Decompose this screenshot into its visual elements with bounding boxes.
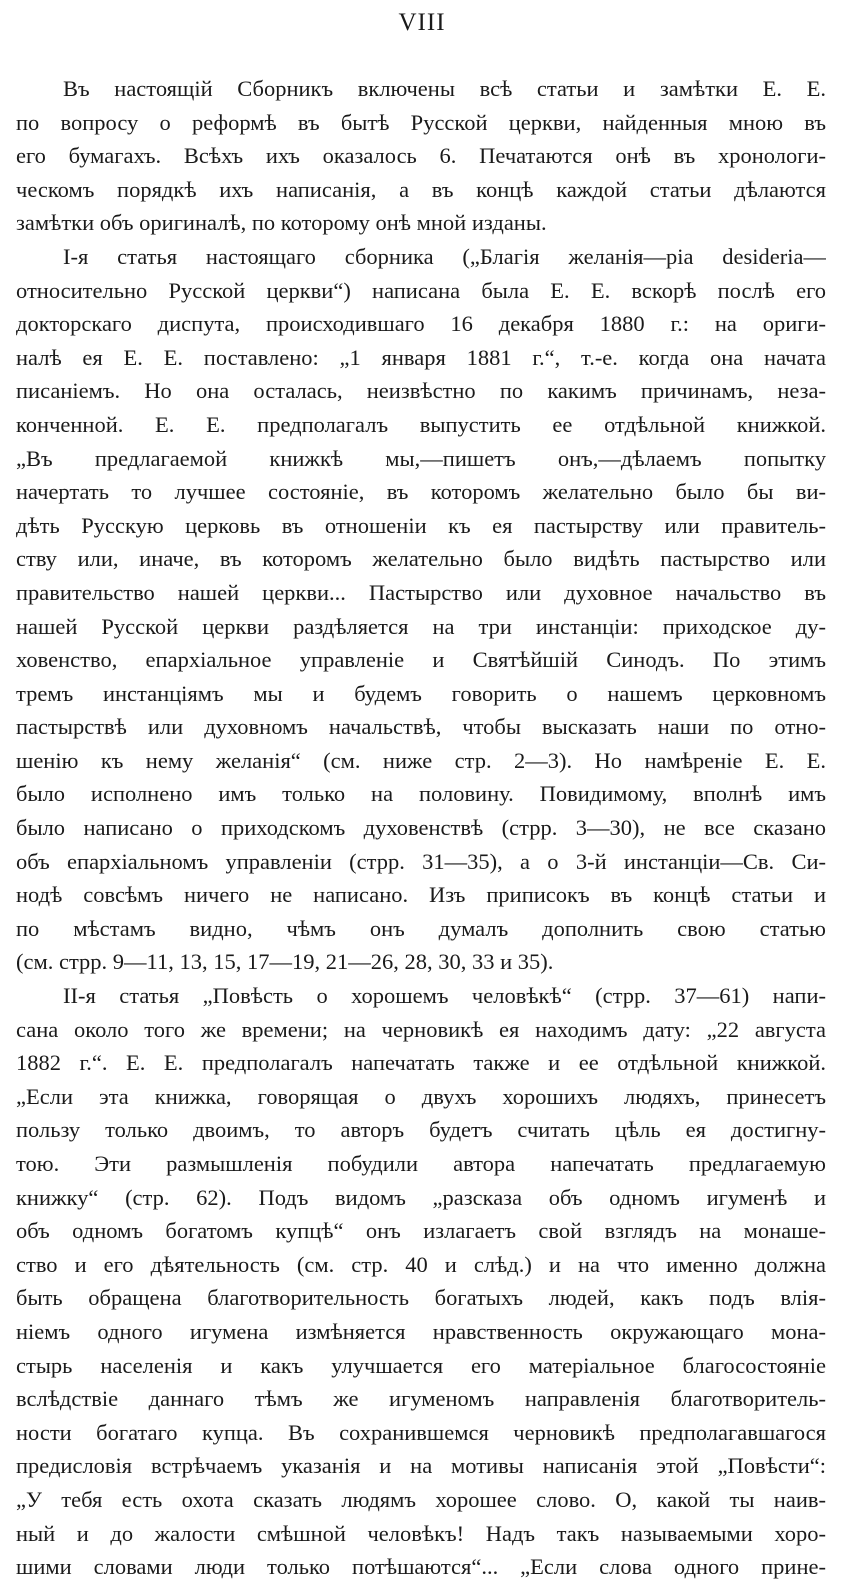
text-line: ІІ-я статья „Повѣсть о хорошемъ человѣкѣ“ (стрр. 37—61) напи- — [63, 983, 826, 1009]
text-line: вслѣдствіе даннаго тѣмъ же игуменомъ направленія благотворитель- — [16, 1386, 826, 1412]
text-line: по мѣстамъ видно, чѣмъ онъ думалъ дополнить свою статью — [16, 915, 826, 941]
text-line: было написано о приходскомъ духовенствѣ (стрр. 3—30), не все сказано — [16, 815, 826, 841]
text-line: начертать то лучшее состояніе, въ которомъ желательно было бы ви- — [16, 479, 826, 505]
text-line: объ епархіальномъ управленіи (стрр. 31—35), а о 3-й инстанціи—Св. Си- — [16, 848, 826, 874]
text-line: ству или, иначе, въ которомъ желательно было видѣть пастырство или — [16, 546, 826, 572]
text-line: шими словами люди только потѣшаются“... „Если слова одного прине- — [16, 1554, 826, 1580]
text-line: 1882 г.“. Е. Е. предполагалъ напечатать также и ее отдѣльной книжкой. — [16, 1050, 826, 1076]
text-line: стырь населенія и какъ улучшается его матеріальное благосостояніе — [16, 1352, 826, 1378]
text-line: сана около того же времени; на черновикѣ ея находимъ дату: „22 августа — [16, 1016, 826, 1042]
text-line: „У тебя есть охота сказать людямъ хорошее слово. О, какой ты наив- — [16, 1486, 826, 1512]
text-line: ховенство, епархіальное управленіе и Святѣйшій Синодъ. По этимъ — [16, 647, 826, 673]
text-line: нашей Русской церкви раздѣляется на три инстанціи: приходское ду- — [16, 613, 826, 639]
text-line: шенію къ нему желанія“ (см. ниже стр. 2—3). Но намѣреніе Е. Е. — [16, 747, 826, 773]
text-line: „Если эта книжка, говорящая о двухъ хорошихъ людяхъ, принесетъ — [16, 1083, 826, 1109]
text-line: было исполнено имъ только на половину. Повидимому, вполнѣ имъ — [16, 781, 826, 807]
text-line: конченной. Е. Е. предполагалъ выпустить ее отдѣльной книжкой. — [16, 411, 826, 437]
text-line: быть обращена благотворительность богатыхъ людей, какъ подъ влія- — [16, 1285, 826, 1311]
text-line: тремъ инстанціямъ мы и будемъ говорить о нашемъ церковномъ — [16, 680, 826, 706]
text-line: объ одномъ богатомъ купцѣ“ онъ излагаетъ свой взглядъ на монаше- — [16, 1218, 826, 1244]
text-line: Въ настоящій Сборникъ включены всѣ статьи и замѣтки Е. Е. — [63, 76, 826, 101]
text-line: ніемъ одного игумена измѣняется нравственность окружающаго мона- — [16, 1318, 826, 1344]
text-line: ческомъ порядкѣ ихъ написанія, а въ концѣ каждой статьи дѣлаются — [16, 176, 826, 202]
page-number: VIII — [398, 9, 446, 36]
text-line: предисловія встрѣчаемъ указанія и на мотивы написанія этой „Повѣсти“: — [16, 1453, 826, 1479]
text-line: его бумагахъ. Всѣхъ ихъ оказалось 6. Печатаются онѣ въ хронологи- — [16, 143, 826, 169]
text-line: докторскаго диспута, происходившаго 16 декабря 1880 г.: на ориги- — [16, 311, 826, 337]
text-line: книжку“ (стр. 62). Подъ видомъ „разсказа объ одномъ игуменѣ и — [16, 1184, 826, 1210]
text-line: І-я статья настоящаго сборника („Благія желанія—pia desideria— — [63, 243, 826, 269]
text-line: ности богатаго купца. Въ сохранившемся черновикѣ предполагавшагося — [16, 1419, 826, 1445]
text-line: правительство нашей церкви... Пастырство или духовное начальство въ — [16, 579, 826, 605]
text-line: относительно Русской церкви“) написана была Е. Е. вскорѣ послѣ его — [16, 277, 826, 303]
text-line: дѣть Русскую церковь въ отношеніи къ ея пастырству или правитель- — [16, 512, 826, 538]
text-line: пользу только двоимъ, то авторъ будетъ считать цѣль ея достигну- — [16, 1117, 826, 1143]
body-text — [16, 72, 826, 1584]
text-line: пастырствѣ или духовномъ начальствѣ, чтобы высказать наши по отно- — [16, 714, 826, 740]
text-line: писаніемъ. Но она осталась, неизвѣстно по какимъ причинамъ, неза- — [16, 378, 826, 404]
text-line: (см. стрр. 9—11, 13, 15, 17—19, 21—26, 28, 30, 33 и 35). — [16, 949, 554, 975]
text-line: тою. Эти размышленія побудили автора напечатать предлагаемую — [16, 1151, 826, 1176]
text-line: по вопросу о реформѣ въ бытѣ Русской церкви, найденныя мною въ — [16, 109, 826, 135]
text-line: налѣ ея Е. Е. поставлено: „1 января 1881 г.“, т.-е. когда она начата — [16, 344, 826, 370]
text-line: нодѣ совсѣмъ ничего не написано. Изъ приписокъ въ концѣ статьи и — [16, 882, 826, 908]
text-line: ный и до жалости смѣшной человѣкъ! Надъ такъ называемыми хоро- — [16, 1520, 826, 1546]
text-line: замѣтки объ оригиналѣ, по которому онѣ мной изданы. — [16, 210, 547, 236]
text-line: ство и его дѣятельность (см. стр. 40 и слѣд.) и на что именно должна — [16, 1251, 826, 1277]
text-line: „Въ предлагаемой книжкѣ мы,—пишетъ онъ,—дѣлаемъ попытку — [16, 445, 826, 471]
